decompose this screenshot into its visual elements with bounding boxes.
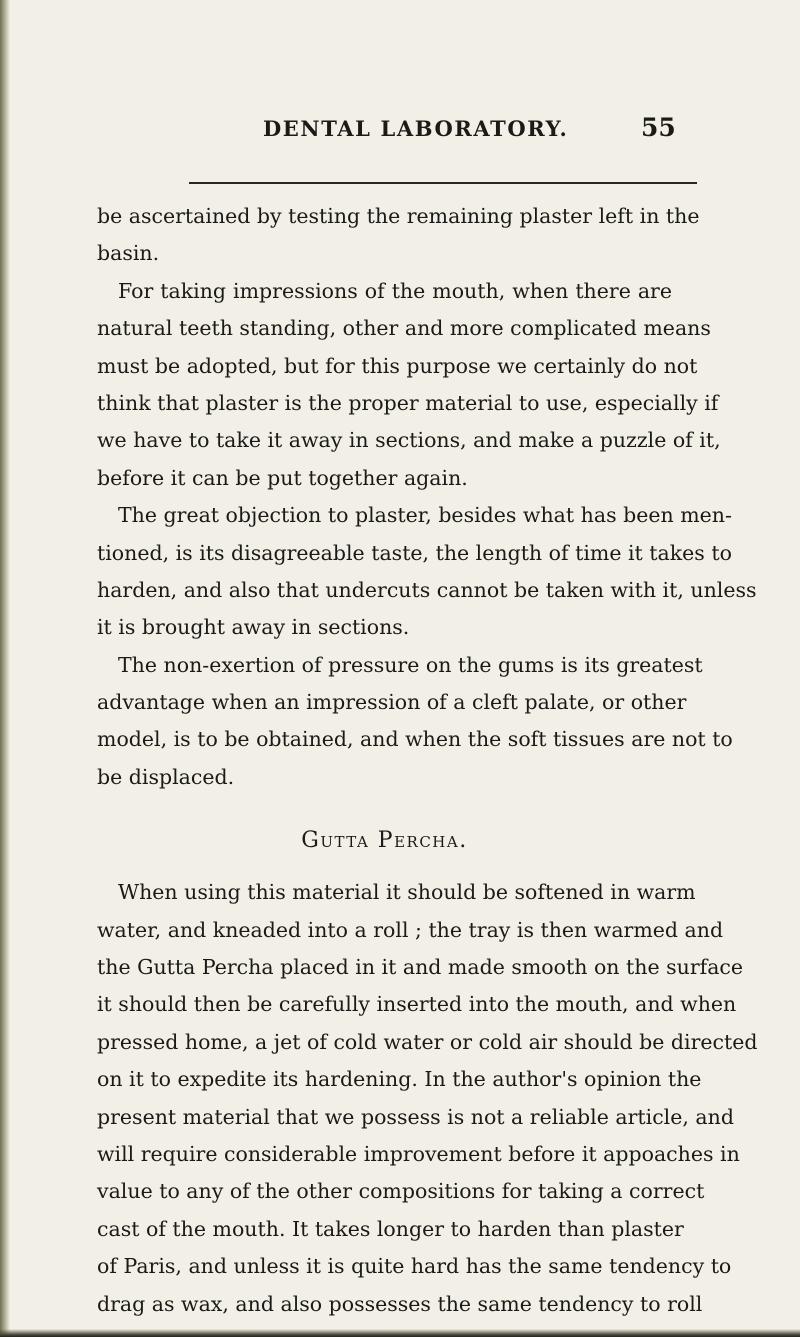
text-line: we have to take it away in sections, and make a puzzle of it,	[97, 428, 721, 453]
text-line: harden, and also that undercuts cannot be taken with it, unless	[97, 577, 757, 602]
text-line: tioned, is its disagreeable taste, the length of time it takes to	[97, 540, 732, 565]
text-line: must be adopted, but for this purpose we certainly do not	[97, 353, 698, 378]
page-bottom-edge	[0, 1329, 800, 1337]
text-line: drag as wax, and also possesses the same tendency to roll	[97, 1291, 703, 1316]
text-line: be displaced.	[97, 764, 235, 789]
page-header	[0, 113, 800, 156]
text-line: The non-exertion of pressure on the gums is its greatest	[118, 652, 703, 677]
text-line: before it can be put together again.	[97, 465, 468, 490]
text-line: be ascertained by testing the remaining plaster left in the	[97, 204, 700, 228]
section-title: Gutta Percha.	[301, 828, 468, 854]
text-line: advantage when an impression of a cleft palate, or other	[97, 690, 687, 715]
text-line: cast of the mouth. It takes longer to harden than plaster	[97, 1216, 684, 1241]
text-line: basin.	[97, 241, 160, 266]
text-line: will require considerable improvement before it appoaches in	[97, 1141, 740, 1166]
page-number: 55	[641, 113, 676, 142]
text-line: of Paris, and unless it is quite hard has the same tendency to	[97, 1254, 732, 1279]
header-rule	[189, 182, 697, 184]
body-text	[97, 198, 758, 1323]
text-line: think that plaster is the proper material to use, especially if	[97, 390, 719, 415]
text-line: model, is to be obtained, and when the soft tissues are not to	[97, 727, 733, 752]
text-line: When using this material it should be softened in warm	[118, 880, 696, 905]
page-binding-edge	[0, 0, 10, 1337]
text-line: on it to expedite its hardening. In the author's opinion the	[97, 1067, 702, 1092]
text-line: For taking impressions of the mouth, when there are	[118, 278, 672, 303]
text-line: it should then be carefully inserted into the mouth, and when	[97, 992, 737, 1017]
running-head: DENTAL LABORATORY.	[263, 116, 569, 141]
text-line: water, and kneaded into a roll ; the tray is then warmed and	[97, 917, 724, 942]
text-line: present material that we possess is not a reliable article, and	[97, 1104, 734, 1129]
text-line: pressed home, a jet of cold water or cold air should be directed	[97, 1029, 758, 1054]
text-line: natural teeth standing, other and more complicated means	[97, 316, 711, 341]
text-line: the Gutta Percha placed in it and made smooth on the surface	[97, 955, 744, 980]
text-line: The great objection to plaster, besides what has been men-	[118, 503, 732, 528]
text-line: value to any of the other compositions for taking a correct	[97, 1179, 705, 1204]
text-line: it is brought away in sections.	[97, 615, 410, 640]
